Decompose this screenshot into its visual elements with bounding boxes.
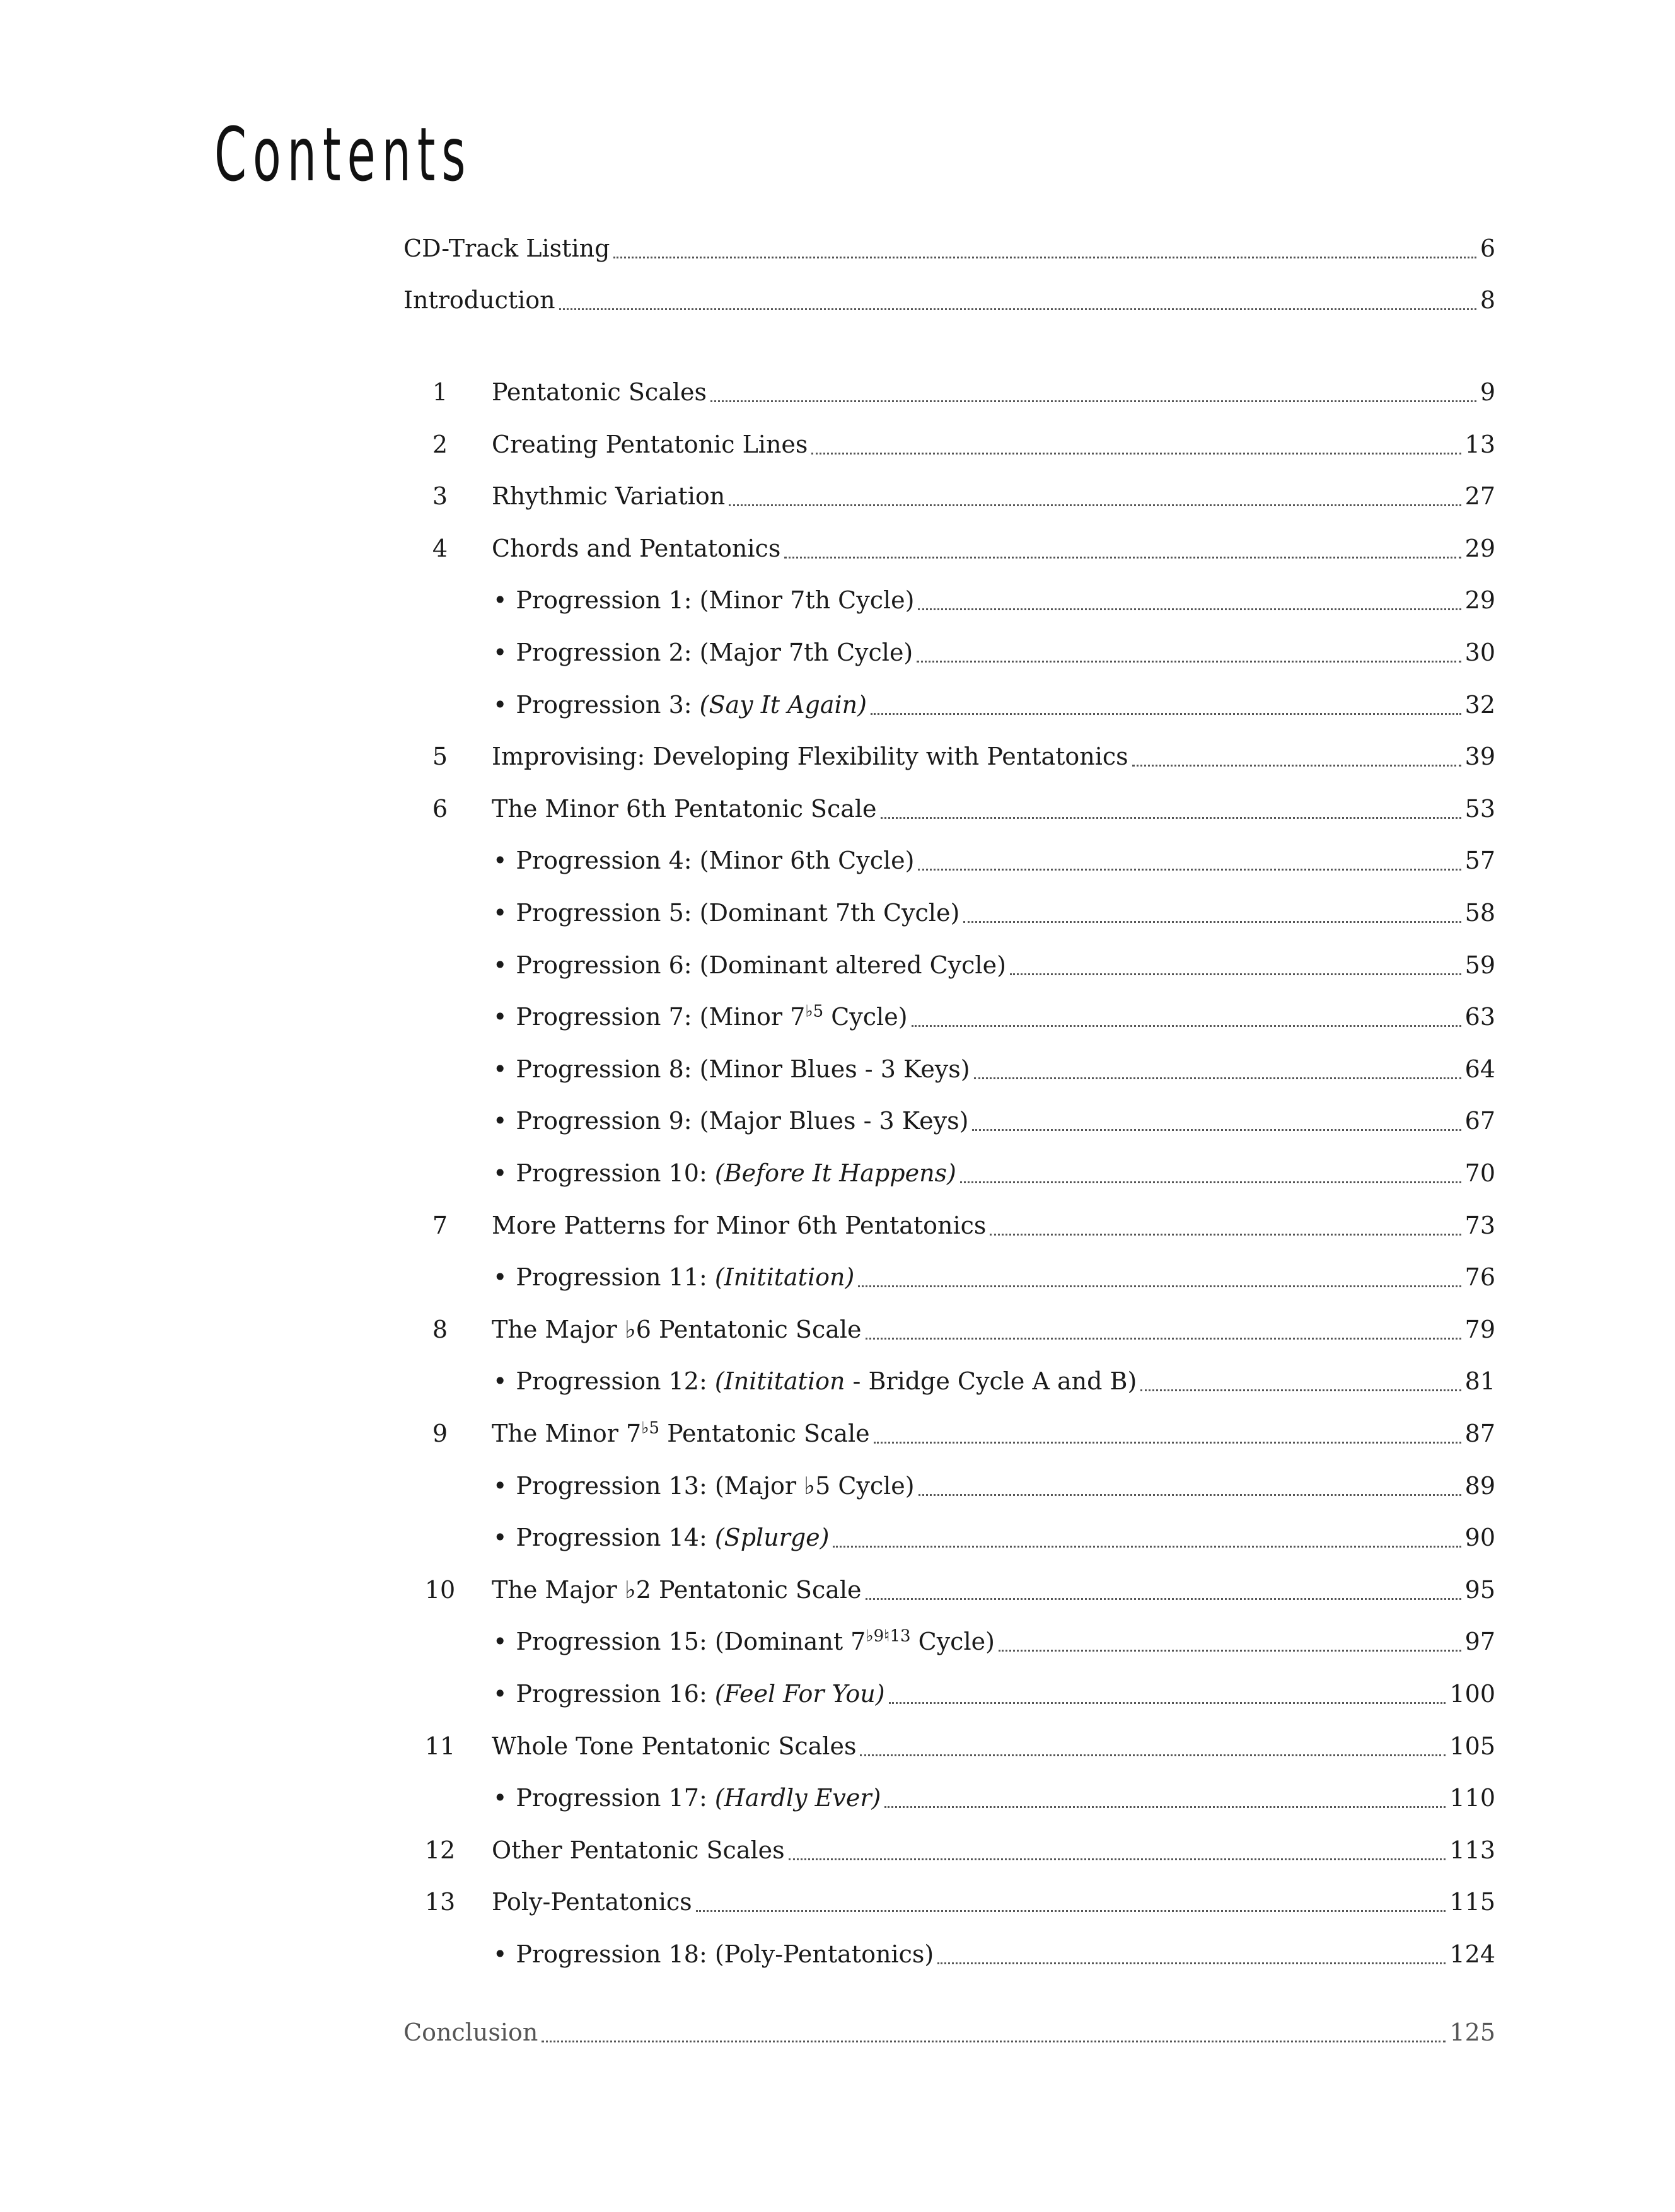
dot-leader	[974, 1077, 1461, 1079]
bullet-icon: •	[493, 1367, 507, 1395]
page-title: Contents	[214, 111, 472, 198]
progression-number: Progression 6:	[516, 951, 692, 979]
bullet-icon: •	[493, 586, 507, 614]
page-number: 70	[1464, 1159, 1495, 1187]
bullet-icon: •	[493, 639, 507, 666]
chapter-title: Chords and Pentatonics	[492, 535, 781, 562]
progression-number: Progression 13:	[516, 1472, 707, 1500]
bullet-icon: •	[493, 951, 507, 979]
toc-chapter-entry[interactable]	[432, 369, 1495, 415]
chapter-number: 7	[432, 1212, 448, 1239]
toc-subentry[interactable]	[493, 1254, 1495, 1300]
page-number: 105	[1449, 1732, 1495, 1760]
dot-leader	[860, 1754, 1446, 1756]
toc-entry-front[interactable]	[403, 226, 1495, 271]
entry-title	[493, 1150, 960, 1196]
page-number: 97	[1464, 1628, 1495, 1655]
dot-leader	[960, 1181, 1461, 1183]
page-number: 63	[1464, 1003, 1495, 1031]
entry-title	[492, 1203, 990, 1248]
toc-chapter-entry[interactable]	[432, 526, 1495, 571]
progression-name: (Major Blues - 3 Keys)	[699, 1107, 969, 1135]
progression-name: (Major ♭5 Cycle)	[714, 1472, 915, 1500]
entry-title	[493, 1098, 972, 1144]
dot-leader	[881, 817, 1461, 819]
entry-title	[493, 1046, 974, 1092]
entry-title	[492, 1307, 866, 1352]
dot-leader	[999, 1650, 1461, 1652]
dot-leader	[789, 1858, 1446, 1860]
progression-name: (Dominant 7th Cycle)	[699, 899, 960, 927]
bullet-icon: •	[493, 1680, 507, 1708]
dot-leader	[963, 921, 1461, 923]
dot-leader	[917, 661, 1461, 663]
dot-leader	[918, 608, 1461, 610]
page-number: 39	[1464, 743, 1495, 770]
chapter-number: 10	[424, 1576, 456, 1604]
progression-number: Progression 12:	[516, 1367, 707, 1395]
page-number: 30	[1464, 639, 1495, 666]
entry-title	[492, 1879, 696, 1925]
entry-title	[492, 526, 784, 571]
dot-leader	[871, 713, 1461, 715]
toc-subentry[interactable]	[493, 942, 1495, 988]
dot-leader	[729, 504, 1461, 506]
dot-leader	[866, 1338, 1461, 1340]
toc-subentry[interactable]	[493, 682, 1495, 727]
entry-title	[493, 1619, 999, 1664]
progression-number: Progression 14:	[516, 1524, 707, 1551]
chapter-number: 5	[432, 743, 448, 770]
progression-name: (Minor 7th Cycle)	[699, 586, 915, 614]
bullet-icon: •	[493, 691, 507, 719]
toc-subentry[interactable]	[493, 577, 1495, 623]
dot-leader	[912, 1025, 1461, 1027]
page-number: 89	[1464, 1472, 1495, 1500]
page-number: 8	[1480, 286, 1495, 314]
dot-leader	[990, 1234, 1461, 1236]
entry-title	[493, 682, 871, 727]
entry-title	[492, 734, 1132, 779]
progression-name-suffix: Cycle)	[823, 1003, 908, 1031]
page-number: 6	[1480, 235, 1495, 262]
dot-leader	[1010, 973, 1461, 975]
entry-title	[492, 1827, 789, 1873]
dot-leader	[613, 257, 1476, 258]
progression-number: Progression 17:	[516, 1784, 707, 1812]
dot-leader	[919, 1494, 1461, 1496]
page-number: 79	[1464, 1316, 1495, 1343]
dot-leader	[1132, 765, 1461, 767]
page-number: 113	[1449, 1836, 1495, 1864]
bullet-icon: •	[493, 899, 507, 927]
progression-name: (Major 7th Cycle)	[699, 639, 913, 666]
progression-number: Progression 11:	[516, 1263, 707, 1291]
entry-title	[493, 1254, 858, 1300]
progression-number: Progression 16:	[516, 1680, 707, 1708]
bullet-icon: •	[493, 1940, 507, 1968]
entry-title	[493, 994, 912, 1039]
chapter-number: 13	[424, 1888, 456, 1916]
toc-subentry[interactable]	[493, 1619, 1495, 1664]
page-number: 29	[1464, 586, 1495, 614]
dot-leader	[833, 1546, 1461, 1548]
chapter-number: 6	[432, 795, 448, 823]
entry-title	[492, 1411, 874, 1456]
toc-subentry[interactable]	[493, 1775, 1495, 1821]
entry-title: Conclusion	[403, 2018, 538, 2046]
page-number: 57	[1464, 847, 1495, 874]
page-number: 53	[1464, 795, 1495, 823]
progression-tune-name: (Before It Happens)	[714, 1159, 956, 1187]
bullet-icon: •	[493, 1055, 507, 1083]
progression-name: (Dominant 7	[714, 1628, 866, 1655]
progression-name-suffix: - Bridge Cycle A and B)	[845, 1367, 1137, 1395]
dot-leader	[858, 1285, 1461, 1287]
toc-chapter-entry[interactable]	[424, 1723, 1495, 1769]
dot-leader	[918, 869, 1461, 871]
dot-leader	[559, 308, 1476, 310]
chapter-title: More Patterns for Minor 6th Pentatonics	[492, 1212, 987, 1239]
entry-title	[493, 838, 918, 883]
chapter-title: Rhythmic Variation	[492, 482, 726, 510]
bullet-icon: •	[493, 1159, 507, 1187]
entry-title	[493, 1358, 1140, 1404]
dot-leader	[1140, 1389, 1461, 1391]
chapter-title: The Major ♭6 Pentatonic Scale	[492, 1316, 862, 1343]
chapter-title: The Minor 7	[492, 1420, 642, 1447]
entry-title	[493, 1515, 833, 1560]
entry-title	[492, 1567, 866, 1613]
progression-name-suffix: Cycle)	[910, 1628, 995, 1655]
toc-chapter-entry[interactable]	[432, 734, 1495, 779]
dot-leader	[889, 1702, 1446, 1704]
progression-number: Progression 3:	[516, 691, 692, 719]
toc-subentry[interactable]	[493, 838, 1495, 883]
bullet-icon: •	[493, 1472, 507, 1500]
toc-subentry[interactable]	[493, 1358, 1495, 1404]
progression-tune-name: (Hardly Ever)	[714, 1784, 881, 1812]
page-number: 115	[1449, 1888, 1495, 1916]
progression-number: Progression 5:	[516, 899, 692, 927]
page-number: 100	[1449, 1680, 1495, 1708]
page-number: 81	[1464, 1367, 1495, 1395]
entry-title	[493, 1463, 919, 1508]
page-number: 110	[1449, 1784, 1495, 1812]
dot-leader	[784, 557, 1461, 559]
bullet-icon: •	[493, 1784, 507, 1812]
chapter-title: Other Pentatonic Scales	[492, 1836, 785, 1864]
chapter-title: The Minor 6th Pentatonic Scale	[492, 795, 877, 823]
progression-number: Progression 18:	[516, 1940, 707, 1968]
dot-leader	[811, 453, 1461, 455]
entry-title	[493, 630, 917, 675]
page-number: 73	[1464, 1212, 1495, 1239]
progression-tune-name: (Say It Again)	[699, 691, 867, 719]
toc-chapter-entry[interactable]	[424, 1827, 1495, 1873]
entry-title	[493, 1671, 889, 1717]
toc-subentry[interactable]	[493, 1150, 1495, 1196]
dot-leader	[972, 1129, 1461, 1131]
bullet-icon: •	[493, 1003, 507, 1031]
progression-name: (Minor 7	[699, 1003, 806, 1031]
toc-chapter-entry[interactable]	[432, 422, 1495, 467]
toc-subentry[interactable]	[493, 1098, 1495, 1144]
progression-number: Progression 4:	[516, 847, 692, 874]
dot-leader	[937, 1962, 1446, 1964]
toc-subentry[interactable]	[493, 1046, 1495, 1092]
progression-number: Progression 7:	[516, 1003, 692, 1031]
page-number: 13	[1464, 431, 1495, 458]
bullet-icon: •	[493, 1107, 507, 1135]
page-number: 9	[1480, 378, 1495, 406]
chord-superscript: ♭9♮13	[866, 1626, 911, 1646]
chapter-title: Poly-Pentatonics	[492, 1888, 692, 1916]
dot-leader	[874, 1442, 1461, 1444]
entry-title	[492, 473, 729, 519]
chapter-number: 9	[432, 1420, 448, 1447]
bullet-icon: •	[493, 1263, 507, 1291]
progression-tune-name: (Inititation	[714, 1367, 845, 1395]
toc-chapter-entry[interactable]	[424, 1879, 1495, 1925]
page-number: 87	[1464, 1420, 1495, 1447]
dot-leader	[710, 400, 1476, 402]
toc-chapter-entry[interactable]	[432, 1203, 1495, 1248]
entry-title	[493, 942, 1010, 988]
page-number: 27	[1464, 482, 1495, 510]
page-number: 67	[1464, 1107, 1495, 1135]
progression-tune-name: (Feel For You)	[714, 1680, 885, 1708]
chapter-title: Whole Tone Pentatonic Scales	[492, 1732, 857, 1760]
chapter-number: 4	[432, 535, 448, 562]
progression-number: Progression 2:	[516, 639, 692, 666]
chapter-title: Improvising: Developing Flexibility with Pentatonics	[492, 743, 1128, 770]
entry-title: CD-Track Listing	[403, 235, 610, 262]
chapter-title: Creating Pentatonic Lines	[492, 431, 808, 458]
dot-leader	[696, 1910, 1446, 1912]
progression-name: (Minor 6th Cycle)	[699, 847, 915, 874]
toc-subentry[interactable]	[493, 1515, 1495, 1560]
chapter-number: 1	[432, 378, 448, 406]
chord-superscript: ♭5	[805, 1002, 824, 1021]
page-number: 29	[1464, 535, 1495, 562]
page-number: 32	[1464, 691, 1495, 719]
progression-name: (Minor Blues - 3 Keys)	[699, 1055, 970, 1083]
bullet-icon: •	[493, 847, 507, 874]
progression-name: (Dominant altered Cycle)	[699, 951, 1006, 979]
chapter-number: 8	[432, 1316, 448, 1343]
entry-title	[493, 890, 963, 935]
chapter-title: Pentatonic Scales	[492, 378, 707, 406]
page-number: 59	[1464, 951, 1495, 979]
progression-tune-name: (Inititation)	[714, 1263, 855, 1291]
entry-title	[492, 369, 710, 415]
entry-title	[493, 577, 918, 623]
bullet-icon: •	[493, 1628, 507, 1655]
toc-entry-back[interactable]	[403, 2010, 1495, 2055]
dot-leader	[866, 1598, 1461, 1600]
toc-chapter-entry[interactable]	[424, 1567, 1495, 1613]
progression-number: Progression 1:	[516, 586, 692, 614]
dot-leader	[884, 1806, 1446, 1808]
chapter-number: 12	[424, 1836, 456, 1864]
page-number: 95	[1464, 1576, 1495, 1604]
page-number: 90	[1464, 1524, 1495, 1551]
progression-number: Progression 10:	[516, 1159, 707, 1187]
toc-subentry[interactable]	[493, 1671, 1495, 1717]
progression-number: Progression 15:	[516, 1628, 707, 1655]
page-number: 64	[1464, 1055, 1495, 1083]
page-number: 124	[1449, 1940, 1495, 1968]
page-number: 125	[1449, 2018, 1495, 2046]
dot-leader	[542, 2041, 1446, 2042]
toc-subentry[interactable]	[493, 630, 1495, 675]
chapter-number: 3	[432, 482, 448, 510]
toc-chapter-entry[interactable]	[432, 473, 1495, 519]
entry-title: Introduction	[403, 286, 555, 314]
toc-subentry[interactable]	[493, 890, 1495, 935]
progression-number: Progression 8:	[516, 1055, 692, 1083]
entry-title	[492, 422, 811, 467]
chord-superscript: ♭5	[641, 1418, 660, 1438]
progression-tune-name: (Splurge)	[714, 1524, 830, 1551]
progression-number: Progression 9:	[516, 1107, 692, 1135]
entry-title	[493, 1775, 884, 1821]
chapter-title-suffix: Pentatonic Scale	[659, 1420, 870, 1447]
toc-chapter-entry[interactable]	[432, 786, 1495, 831]
toc-chapter-entry[interactable]	[432, 1411, 1495, 1456]
entry-title	[492, 786, 881, 831]
page-number: 76	[1464, 1263, 1495, 1291]
chapter-number: 11	[424, 1732, 456, 1760]
chapter-number: 2	[432, 431, 448, 458]
bullet-icon: •	[493, 1524, 507, 1551]
progression-name: (Poly-Pentatonics)	[714, 1940, 934, 1968]
toc-subentry[interactable]	[493, 994, 1495, 1039]
toc-subentry[interactable]	[493, 1463, 1495, 1508]
chapter-title: The Major ♭2 Pentatonic Scale	[492, 1576, 862, 1604]
toc-chapter-entry[interactable]	[432, 1307, 1495, 1352]
toc-subentry[interactable]	[493, 1931, 1495, 1977]
page-number: 58	[1464, 899, 1495, 927]
entry-title	[492, 1723, 860, 1769]
toc-entry-front[interactable]	[403, 277, 1495, 323]
entry-title	[493, 1931, 937, 1977]
